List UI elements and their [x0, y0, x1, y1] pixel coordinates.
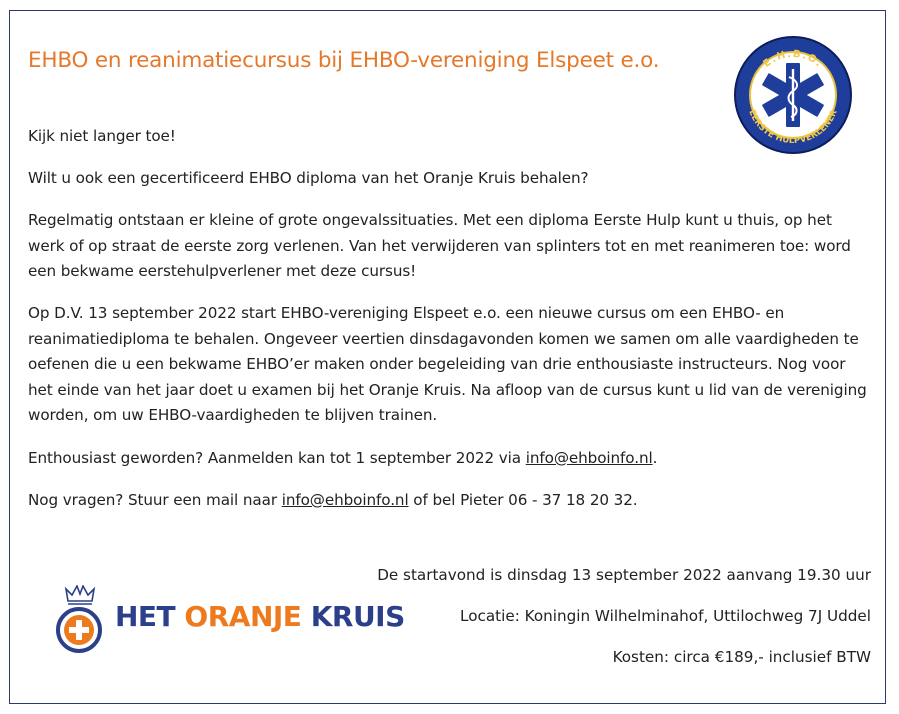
badge-top-text: E.H.B.O. [761, 48, 825, 70]
paragraph-register [28, 446, 878, 472]
location-text: Locatie: Koningin Wilhelminahof, Uttilochweg 7J Uddel [460, 607, 871, 625]
register-email-link[interactable]: info@ehboinfo.nl [525, 449, 653, 467]
cost-text: Kosten: circa €189,- inclusief BTW [612, 648, 871, 666]
logo-het: HET [115, 600, 176, 633]
questions-text: Nog vragen? Stuur een mail naar [28, 491, 282, 509]
paragraph-intro: Kijk niet langer toe! [28, 127, 176, 145]
logo-oranje: ORANJE [184, 600, 302, 633]
logo-wordmark [115, 600, 405, 633]
start-evening-text: De startavond is dinsdag 13 september 2022 aanvang 19.30 uur [377, 566, 871, 584]
register-suffix: . [652, 449, 658, 467]
paragraph-course: Op D.V. 13 september 2022 start EHBO-vereniging Elspeet e.o. een nieuwe cursus om een EHBO- en reanimatiediploma te behalen. Ongeveer veertien dinsdagavonden komen we samen om alle vaardigheden te oefenen die u een bekwame EHBO’er maken onder begeleiding van drie enthousiaste instructeurs. Nog voor het einde van het jaar doet u examen bij het Oranje Kruis. Na afloop van de cursus kunt u lid van de vereniging worden, om uw EHBO-vaardigheden te blijven trainen. [28, 304, 867, 424]
oranje-kruis-crown-icon [50, 585, 110, 655]
questions-suffix: of bel Pieter 06 - 37 18 20 32. [408, 491, 638, 509]
logo-kruis: KRUIS [310, 600, 405, 633]
paragraph-questions [28, 488, 878, 514]
questions-email-link[interactable]: info@ehboinfo.nl [281, 491, 409, 509]
page-title: EHBO en reanimatiecursus bij EHBO-vereniging Elspeet e.o. [28, 48, 660, 73]
badge-bottom-text: EERSTE HULPVERLENER [746, 108, 840, 147]
paragraph-situations: Regelmatig ontstaan er kleine of grote ongevalssituaties. Met een diploma Eerste Hulp kunt u thuis, op het werk of op straat de eerste zorg verlenen. Van het verwijderen van splinters tot en met reanimeren toe: word een bekwame eerstehulpverlener met deze cursus! [28, 211, 851, 280]
paragraph-question: Wilt u ook een gecertificeerd EHBO diploma van het Oranje Kruis behalen? [28, 169, 589, 187]
het-oranje-kruis-logo [50, 585, 405, 655]
register-text: Enthousiast geworden? Aanmelden kan tot 1 september 2022 via [28, 449, 526, 467]
